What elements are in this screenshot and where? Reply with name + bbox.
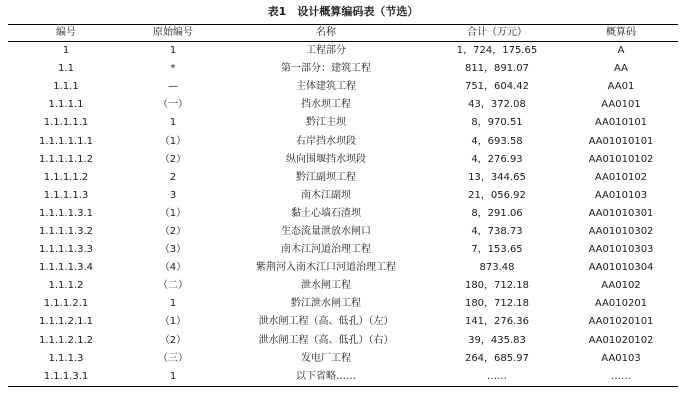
table-row xyxy=(8,114,678,132)
cell-code: 1.1.1 xyxy=(53,81,79,93)
cell-original-code: 2 xyxy=(169,171,177,183)
table-row xyxy=(8,223,678,241)
cell-budget-code: AA01020101 xyxy=(588,316,654,328)
cell-name: 南木江副坝 xyxy=(301,189,351,201)
cell-name: 生态流量泄放水闸口 xyxy=(281,225,371,237)
table-row xyxy=(8,277,678,295)
table-row xyxy=(8,350,678,368)
cell-name: 泄水闸工程（高、低孔）（右） xyxy=(258,334,394,346)
column-header-budget-code: 概算码 xyxy=(564,25,678,42)
cell-original-code: 1 xyxy=(124,368,222,387)
cell-code: 1.1.1.1.3.2 xyxy=(38,225,94,237)
cell-total: 8，970.51 xyxy=(471,117,523,129)
cell-name: 紫荆河入南木江口河道治理工程 xyxy=(256,262,396,274)
cell-budget-code: A xyxy=(617,45,625,57)
cell-total: 43，372.08 xyxy=(468,99,526,111)
cell-total: 7，153.65 xyxy=(471,244,523,256)
cell-total: 873.48 xyxy=(479,262,515,274)
cell-budget-code: AA0102 xyxy=(601,280,641,292)
column-header-code: 编号 xyxy=(8,25,124,42)
cell-total: …… xyxy=(430,368,564,387)
cell-original-code: 1 xyxy=(169,298,177,310)
cell-total: 141，276.36 xyxy=(464,316,530,328)
cell-name: 纵向围堰挡水坝段 xyxy=(286,153,366,165)
table-row xyxy=(8,78,678,96)
cell-code: 1 xyxy=(62,45,70,57)
cell-code: 1.1.1.2.1 xyxy=(43,298,89,310)
cell-code: 1.1.1.1.3.4 xyxy=(38,262,94,274)
cell-total: 4，276.93 xyxy=(471,153,523,165)
cell-budget-code: AA01010301 xyxy=(588,207,654,219)
cell-code: 1.1.1.1.1.1 xyxy=(38,135,94,147)
cell-code: 1.1.1.2.1.1 xyxy=(38,316,94,328)
cell-budget-code: AA010201 xyxy=(594,298,648,310)
cell-original-code: （2） xyxy=(159,153,187,165)
cell-name: 第一部分：建筑工程 xyxy=(281,63,371,75)
table-row xyxy=(8,295,678,313)
table-header-row xyxy=(8,25,678,42)
cell-budget-code: AA0101 xyxy=(601,99,641,111)
cell-budget-code: AA01010302 xyxy=(588,225,654,237)
cell-total: 751，604.42 xyxy=(464,81,530,93)
cell-original-code: 3 xyxy=(169,189,177,201)
cell-code: 1.1.1.2.1.2 xyxy=(38,334,94,346)
cell-code: 1.1.1.2 xyxy=(48,280,84,292)
cell-original-code: （1） xyxy=(159,207,187,219)
cell-code: 1.1.1.1.3.1 xyxy=(38,207,94,219)
cell-budget-code: AA0103 xyxy=(601,352,641,364)
budget-code-table xyxy=(8,24,678,387)
cell-code: 1.1.1.3 xyxy=(48,352,84,364)
cell-total: 811，891.07 xyxy=(464,63,530,75)
cell-original-code: 1 xyxy=(169,45,177,57)
cell-name: 泄水闸工程（高、低孔）（左） xyxy=(258,316,394,328)
cell-code: 1.1 xyxy=(58,63,74,75)
cell-name: 黔江泄水闸工程 xyxy=(291,298,361,310)
cell-name: 黔江副坝工程 xyxy=(296,171,356,183)
cell-name: 挡水坝工程 xyxy=(301,99,351,111)
cell-name: 主体建筑工程 xyxy=(296,81,356,93)
cell-code: 1.1.1.1.3.3 xyxy=(38,244,94,256)
cell-name: 以下省略…… xyxy=(222,368,430,387)
cell-total: 8，291.06 xyxy=(471,207,523,219)
cell-original-code: （1） xyxy=(159,135,187,147)
cell-budget-code: AA01020102 xyxy=(588,334,654,346)
cell-budget-code: AA01010303 xyxy=(588,244,654,256)
column-header-name: 名称 xyxy=(222,25,430,42)
table-row xyxy=(8,205,678,223)
table-row xyxy=(8,132,678,150)
cell-total: 13，344.65 xyxy=(468,171,526,183)
cell-total: 39，435.83 xyxy=(468,334,526,346)
cell-name: 黏土心墙石渣坝 xyxy=(291,207,361,219)
table-body xyxy=(8,42,678,387)
cell-name: 南木江河道治理工程 xyxy=(281,244,371,256)
table-row xyxy=(8,151,678,169)
cell-original-code: （4） xyxy=(159,262,187,274)
cell-original-code: * xyxy=(170,63,176,75)
cell-code: 1.1.1.1 xyxy=(48,99,84,111)
table-row xyxy=(8,313,678,331)
cell-budget-code: AA01010101 xyxy=(588,135,654,147)
cell-original-code: （一） xyxy=(158,99,188,111)
table-row xyxy=(8,96,678,114)
table-title: 表1 设计概算编码表（节选） xyxy=(267,5,419,18)
cell-budget-code: AA01010102 xyxy=(588,153,654,165)
cell-name: 右岸挡水坝段 xyxy=(296,135,356,147)
cell-budget-code: AA010103 xyxy=(594,189,648,201)
cell-original-code: （3） xyxy=(159,244,187,256)
cell-total: 180，712.18 xyxy=(464,298,530,310)
cell-budget-code: …… xyxy=(564,368,678,387)
cell-total: 264，685.97 xyxy=(464,352,530,364)
cell-original-code: （三） xyxy=(158,352,188,364)
cell-original-code: 1 xyxy=(169,117,177,129)
cell-total: 21，056.92 xyxy=(468,189,526,201)
cell-original-code: （二） xyxy=(158,280,188,292)
cell-code: 1.1.1.1.2 xyxy=(43,171,89,183)
cell-name: 黔江主坝 xyxy=(306,117,346,129)
cell-total: 4，738.73 xyxy=(471,225,523,237)
cell-original-code: （2） xyxy=(159,225,187,237)
table-row xyxy=(8,187,678,205)
cell-budget-code: AA010102 xyxy=(594,171,648,183)
cell-total: 4，693.58 xyxy=(471,135,523,147)
cell-code: 1.1.1.1.1 xyxy=(43,117,89,129)
table-row xyxy=(8,368,678,387)
cell-code: 1.1.1.1.1.2 xyxy=(38,153,94,165)
table-row xyxy=(8,259,678,277)
cell-original-code: （1） xyxy=(159,316,187,328)
table-row xyxy=(8,42,678,61)
column-header-original-code: 原始编号 xyxy=(124,25,222,42)
cell-budget-code: AA01 xyxy=(607,81,635,93)
cell-total: 180，712.18 xyxy=(464,280,530,292)
cell-original-code: （2） xyxy=(159,334,187,346)
cell-budget-code: AA010101 xyxy=(594,117,648,129)
cell-code: 1.1.1.3.1 xyxy=(8,368,124,387)
cell-name: 泄水闸工程 xyxy=(301,280,351,292)
table-row xyxy=(8,169,678,187)
table-row xyxy=(8,60,678,78)
cell-name: 发电厂工程 xyxy=(301,352,351,364)
cell-original-code: — xyxy=(168,81,178,93)
cell-budget-code: AA01010304 xyxy=(588,262,654,274)
cell-code: 1.1.1.1.3 xyxy=(43,189,89,201)
cell-total: 1，724，175.65 xyxy=(456,45,538,57)
table-row xyxy=(8,332,678,350)
table-row xyxy=(8,241,678,259)
column-header-total: 合计（万元） xyxy=(430,25,564,42)
cell-name: 工程部分 xyxy=(306,45,346,57)
cell-budget-code: AA xyxy=(614,63,628,75)
